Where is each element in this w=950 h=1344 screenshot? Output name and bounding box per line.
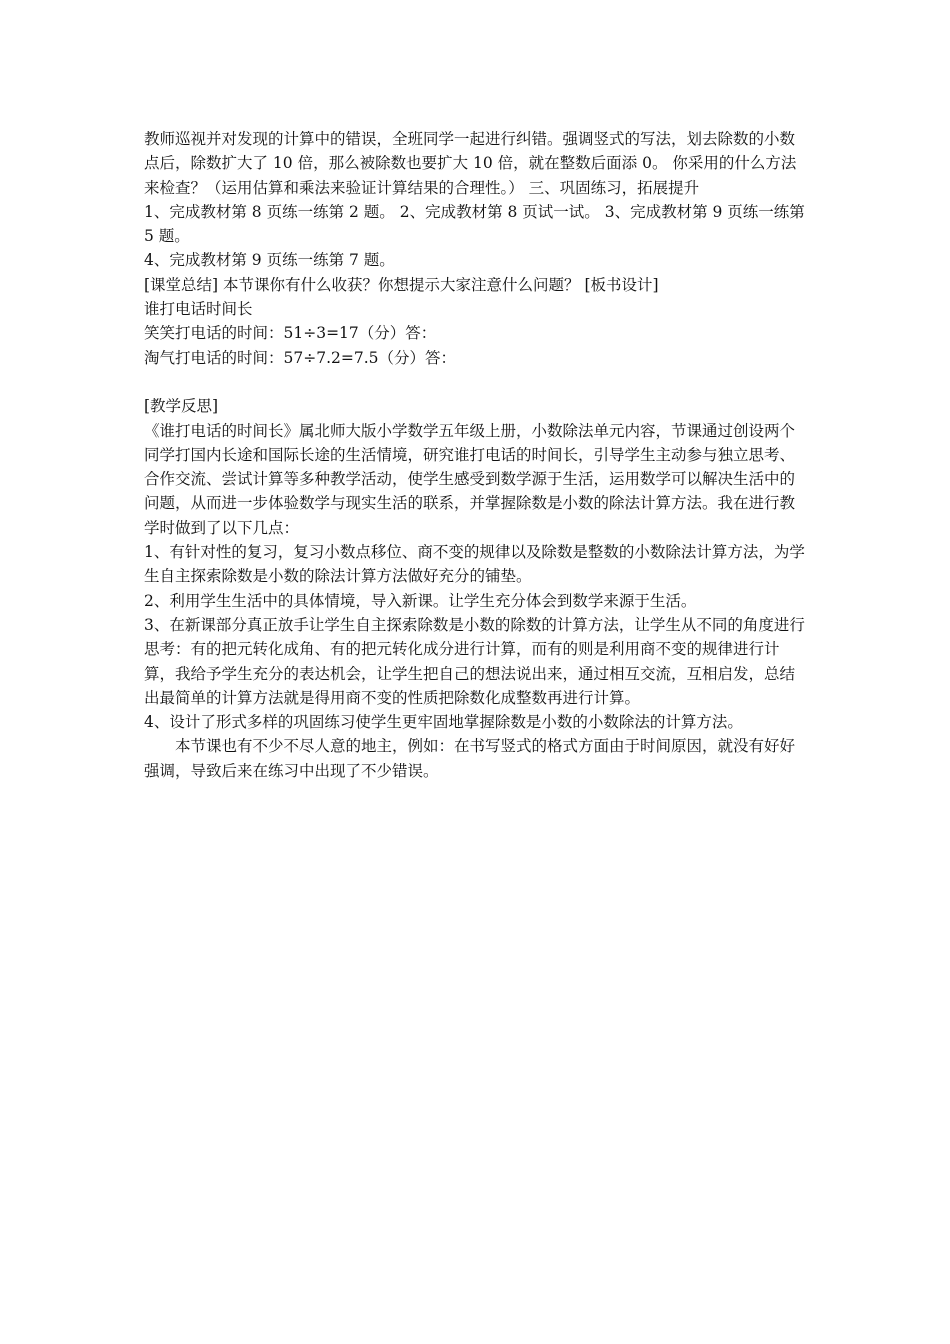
reflection-heading: [教学反思] bbox=[144, 397, 219, 416]
reflection-point-4: 4、设计了形式多样的巩固练习使学生更牢固地掌握除数是小数的小数除法的计算方法。 bbox=[144, 713, 743, 732]
reflection-intro: 《谁打电话的时间长》属北师大版小学数学五年级上册，小数除法单元内容，节课通过创设两个同学打国内长途和国际长途的生活情境，研究谁打电话的时间长，引导学生主动参与独立思考、合作交流、尝试计算等多种教学活动，使学生感受到数学源于生活，运用数学可以解决生活中的问题，从而进一步体验数学与现实生活的联系，并掌握除数是小数的除法计算方法。我在进行教学时做到了以下几点： bbox=[144, 421, 796, 537]
paragraph-exercises-2: 4、完成教材第 9 页练一练第 7 题。 bbox=[144, 251, 395, 270]
document-body bbox=[144, 127, 808, 783]
paragraph-exercises-1: 1、完成教材第 8 页练一练第 2 题。 2、完成教材第 8 页试一试。 3、完成教材第 9 页练一练第 5 题。 bbox=[144, 202, 805, 246]
reflection-conclusion: 本节课也有不少不尽人意的地主，例如：在书写竖式的格式方面由于时间原因，就没有好好强调，导致后来在练习中出现了不少错误。 bbox=[144, 737, 796, 780]
board-line-taoqi: 淘气打电话的时间：57÷7.2=7.5（分）答： bbox=[144, 348, 456, 367]
reflection-point-1: 1、有针对性的复习，复习小数点移位、商不变的规律以及除数是整数的小数除法计算方法，为学生自主探索除数是小数的除法计算方法做好充分的铺垫。 bbox=[144, 543, 805, 586]
blank-line bbox=[144, 370, 808, 394]
reflection-point-3: 3、在新课部分真正放手让学生自主探索除数是小数的除数的计算方法，让学生从不同的角度进行思考：有的把元转化成角、有的把元转化成分进行计算，而有的则是利用商不变的规律进行计算，我给予学生充分的表达机会，让学生把自己的想法说出来，通过相互交流，互相启发，总结出最简单的计算方法就是得用商不变的性质把除数化成整数再进行计算。 bbox=[144, 615, 805, 707]
board-title: 谁打电话时间长 bbox=[144, 300, 253, 319]
board-line-xiaoxiao: 笑笑打电话的时间：51÷3=17（分）答： bbox=[144, 324, 437, 343]
paragraph-summary: [课堂总结] 本节课你有什么收获？你想提示大家注意什么问题？ [板书设计] bbox=[144, 275, 659, 294]
reflection-point-2: 2、利用学生生活中的具体情境，导入新课。让学生充分体会到数学来源于生活。 bbox=[144, 591, 697, 610]
paragraph-correction: 教师巡视并对发现的计算中的错误，全班同学一起进行纠错。强调竖式的写法，划去除数的小数点后，除数扩大了 10 倍，那么被除数也要扩大 10 倍，就在整数后面添 0。 你采用的什么方法来检查？（运用估算和乘法来验证计算结果的合理性。） 三、巩固练习，拓展提升 bbox=[144, 130, 797, 197]
